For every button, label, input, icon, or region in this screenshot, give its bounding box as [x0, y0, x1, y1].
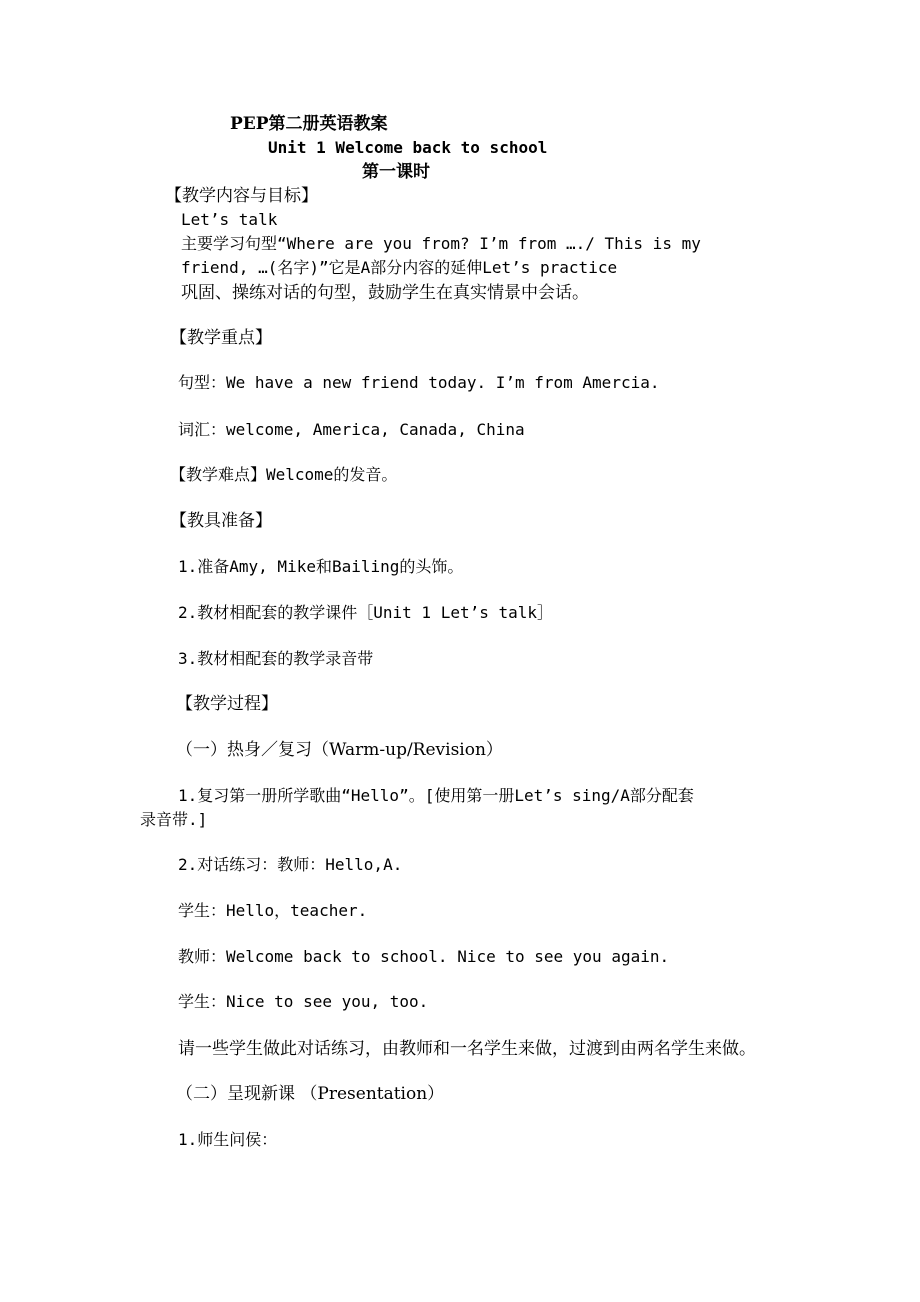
dialog-line: 学生：Hello，teacher.	[178, 901, 368, 920]
presentation-step-1: 1.师生问侯：	[178, 1130, 278, 1149]
key-sentence: 句型：We have a new friend today. I’m from Amercia.	[178, 373, 660, 392]
content-goals-line: 巩固、操练对话的句型，鼓励学生在真实情景中会话。	[181, 283, 589, 303]
process-heading: 【教学过程】	[176, 694, 278, 714]
key-points-heading: 【教学重点】	[170, 328, 272, 348]
dialog-line: 教师：Welcome back to school. Nice to see you again.	[178, 947, 670, 966]
materials-item: 2.教材相配套的教学课件［Unit 1 Let’s talk］	[178, 603, 554, 622]
materials-item: 3.教材相配套的教学录音带	[178, 649, 374, 668]
content-goals-line: friend, …(名字)”它是A部分内容的延伸Let’s practice	[181, 258, 618, 277]
content-goals-line: 主要学习句型“Where are you from? I’m from ….∕ This is my	[181, 234, 701, 253]
document-title: PEP第二册英语教案	[230, 114, 388, 134]
warmup-step-1-continued: 录音带.]	[140, 810, 208, 829]
content-goals-heading: 【教学内容与目标】	[165, 186, 318, 206]
lesson-title: 第一课时	[362, 162, 430, 182]
unit-title: Unit 1 Welcome back to school	[268, 138, 548, 157]
warmup-step-1: 1.复习第一册所学歌曲“Hello”。[使用第一册Let’s sing/A部分配套	[178, 786, 694, 805]
dialog-line: 学生：Nice to see you, too.	[178, 992, 429, 1011]
content-goals-line: Let’s talk	[181, 210, 278, 229]
warmup-step-2: 2.对话练习：教师：Hello,A.	[178, 855, 403, 874]
practice-note: 请一些学生做此对话练习，由教师和一名学生来做，过渡到由两名学生来做。	[178, 1039, 756, 1059]
warmup-heading: （一）热身／复习（Warm-up/Revision）	[176, 740, 503, 760]
presentation-heading: （二）呈现新课 （Presentation）	[176, 1084, 445, 1104]
difficulty-text: 【教学难点】Welcome的发音。	[170, 465, 398, 484]
key-vocabulary: 词汇：welcome, America, Canada, China	[178, 420, 525, 439]
materials-item: 1.准备Amy, Mike和Bailing的头饰。	[178, 557, 464, 576]
materials-heading: 【教具准备】	[170, 511, 272, 531]
